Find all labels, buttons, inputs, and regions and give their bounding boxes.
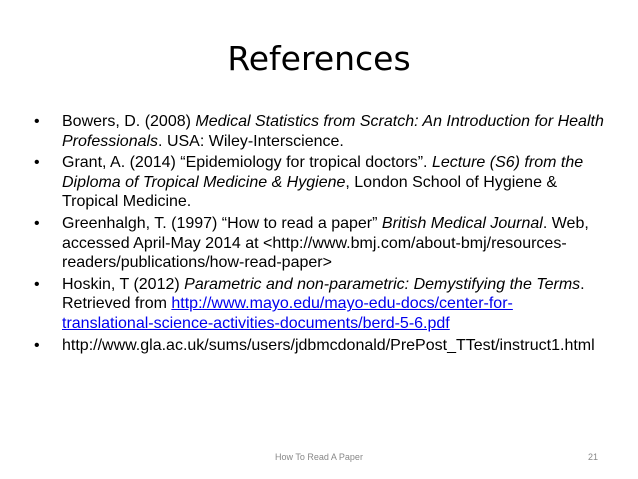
reference-publisher: , London School of Hygiene & Tropical Medicine.: [62, 173, 558, 211]
reference-item-greenhalgh: [34, 214, 604, 273]
reference-retrieved: . Retrieved from: [62, 275, 585, 313]
reference-item-hoskin: [34, 275, 604, 334]
reference-text: [62, 112, 604, 151]
reference-title-italic: Lecture (S6) from the Diploma of Tropical Medicine & Hygiene: [62, 154, 584, 191]
reference-link-mayo[interactable]: http://www.mayo.edu/mayo-edu-docs/center-for-translational-science-activities-documents/berd-5-6.pdf: [62, 295, 513, 332]
bullet-icon: •: [34, 113, 40, 130]
reference-text: [62, 153, 604, 212]
footer-label: How To Read A Paper: [275, 452, 363, 462]
bullet-icon: •: [34, 154, 40, 172]
reference-author-year: Grant, A. (2014) “Epidemiology for tropical doctors”.: [62, 154, 432, 172]
reference-text: [62, 275, 604, 334]
reference-access-info: . Web, accessed April-May 2014 at <http://www.bmj.com/about-bmj/resources-readers/publications/how-read-paper>: [62, 214, 589, 272]
bullet-icon: •: [34, 275, 40, 293]
footer-page-number: 21: [587, 452, 598, 462]
reference-item-grant: [34, 153, 604, 212]
bullet-icon: •: [34, 214, 40, 232]
reference-title-italic: British Medical Journal: [381, 214, 543, 232]
reference-title-italic: Medical Statistics from Scratch: An Introduction for Health Professionals: [62, 113, 604, 150]
reference-author-year: Greenhalgh, T. (1997) “How to read a paper”: [62, 214, 382, 232]
reference-text: [62, 336, 604, 356]
slide-title: References: [227, 39, 411, 78]
bullet-icon: •: [34, 336, 40, 354]
reference-item-gla: [34, 336, 604, 356]
reference-publisher: . USA: Wiley-Interscience.: [158, 132, 344, 150]
reference-text: [62, 214, 604, 273]
reference-url-gla: http://www.gla.ac.uk/sums/users/jdbmcdonald/PrePost_TTest/instruct1.html: [62, 336, 595, 354]
reference-item-bowers: [34, 112, 604, 151]
references-list: [34, 112, 604, 357]
reference-author-year: Hoskin, T (2012): [62, 275, 185, 293]
reference-title-italic: Parametric and non-parametric: Demystifying the Terms: [184, 275, 581, 293]
reference-author-year: Bowers, D. (2008): [62, 113, 196, 130]
